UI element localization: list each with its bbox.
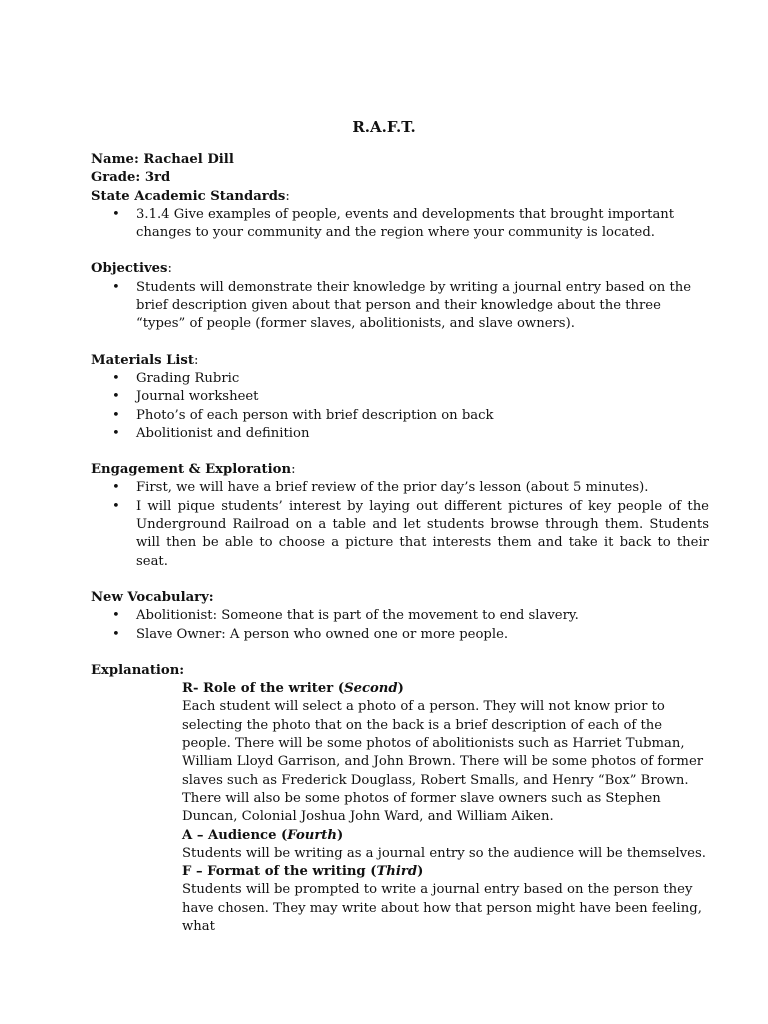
- objectives-list: [91, 279, 709, 334]
- materials-list: [91, 370, 709, 443]
- grade-line: Grade: 3rd: [91, 170, 171, 186]
- explanation-heading: Explanation:: [91, 662, 185, 678]
- engagement-heading: Engagement & Exploration:: [91, 462, 296, 478]
- role-heading: R- Role of the writer (Second): [182, 681, 404, 697]
- list-item: • Photo’s of each person with brief description on back: [91, 407, 709, 425]
- document-body: [91, 151, 709, 936]
- list-item: • Abolitionist and definition: [91, 425, 709, 443]
- list-item: • Abolitionist: Someone that is part of the movement to end slavery.: [91, 607, 709, 625]
- vocabulary-heading: New Vocabulary:: [91, 589, 214, 605]
- vocabulary-list: [91, 607, 709, 644]
- engagement-list: [91, 479, 709, 570]
- list-item: • Slave Owner: A person who owned one or more people.: [91, 626, 709, 644]
- format-text: Students will be prompted to write a journal entry based on the person they have chosen. They may write about how that person might have been feeling, what: [182, 882, 702, 934]
- name-line: Name: Rachael Dill: [91, 152, 234, 167]
- page-title: R.A.F.T.: [352, 118, 416, 136]
- list-item: • Journal worksheet: [91, 388, 709, 406]
- list-item: • 3.1.4 Give examples of people, events and developments that brought important changes to your community and the region where your community is located.: [91, 206, 709, 243]
- list-item: • Grading Rubric: [91, 370, 709, 388]
- format-heading: F – Format of the writing (Third): [182, 864, 424, 880]
- standards-list: [91, 206, 709, 243]
- audience-text: Students will be writing as a journal entry so the audience will be themselves.: [182, 845, 706, 861]
- standards-heading: State Academic Standards:: [91, 188, 290, 204]
- list-item: • First, we will have a brief review of the prior day’s lesson (about 5 minutes).: [91, 479, 709, 497]
- role-text: Each student will select a photo of a person. They will not know prior to selecting the photo that on the back is a brief description of each of the people. There will be some photos of abolitionists such as Harriet Tubman, William Lloyd Garrison, and John Brown. There will be some photos of former slaves such as Frederick Douglass, Robert Smalls, and Henry “Box” Brown. There will also be some photos of former slave owners such as Stephen Duncan, Colonial Joshua John Ward, and William Aiken.: [182, 699, 704, 825]
- audience-heading: A – Audience (Fourth): [182, 827, 344, 843]
- list-item: • I will pique students’ interest by laying out different pictures of key people of the Underground Railroad on a table and let students browse through them. Students will then be able to choose a picture that interests them and take it back to their seat.: [91, 498, 709, 571]
- list-item: • Students will demonstrate their knowledge by writing a journal entry based on the brief description given about that person and their knowledge about the three “types” of people (former slaves, abolitionists, and slave owners).: [91, 279, 709, 334]
- explanation-sections: [91, 680, 709, 936]
- materials-heading: Materials List:: [91, 352, 199, 368]
- objectives-heading: Objectives:: [91, 261, 172, 277]
